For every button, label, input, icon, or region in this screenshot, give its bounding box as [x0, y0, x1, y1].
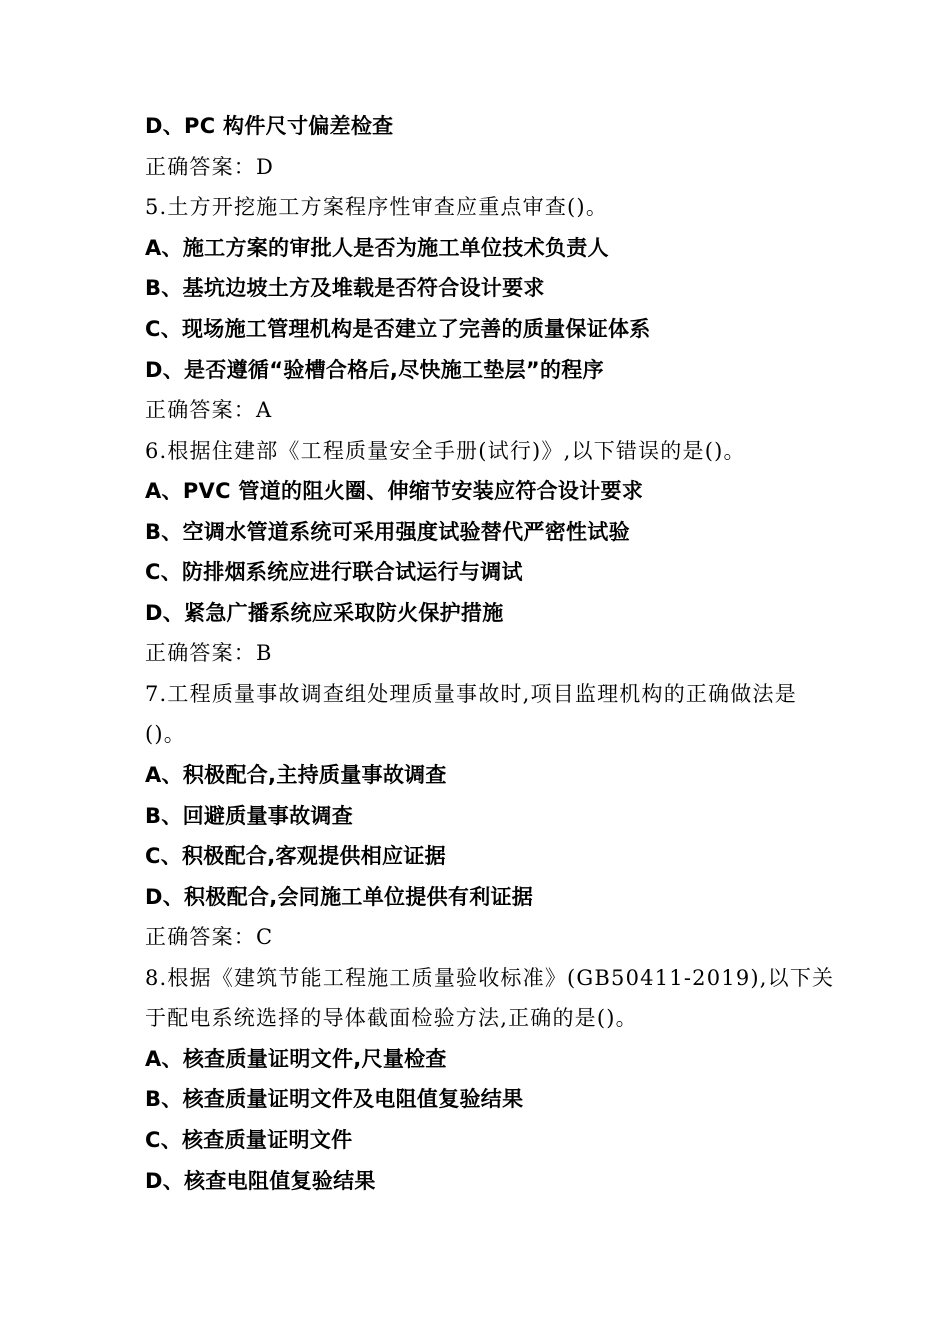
answer-line: 正确答案：B — [145, 641, 273, 665]
option-line: B、回避质量事故调查 — [145, 804, 354, 828]
option-line: A、PVC 管道的阻火圈、伸缩节安装应符合设计要求 — [145, 479, 644, 503]
option-line: A、积极配合,主持质量事故调查 — [145, 763, 447, 787]
option-line: C、积极配合,客观提供相应证据 — [145, 844, 446, 868]
question-line: 6.根据住建部《工程质量安全手册(试行)》,以下错误的是()。 — [145, 439, 746, 463]
option-line: C、防排烟系统应进行联合试运行与调试 — [145, 560, 523, 584]
answer-line: 正确答案：A — [145, 398, 273, 422]
option-line: C、核查质量证明文件 — [145, 1128, 353, 1152]
answer-line: 正确答案：D — [145, 155, 275, 179]
option-line: D、PC 构件尺寸偏差检查 — [145, 114, 394, 138]
option-line: D、紧急广播系统应采取防火保护措施 — [145, 601, 504, 625]
option-line: D、核查电阻值复验结果 — [145, 1169, 376, 1193]
option-line: D、积极配合,会同施工单位提供有利证据 — [145, 885, 534, 909]
option-line: D、是否遵循“验槽合格后,尽快施工垫层”的程序 — [145, 358, 604, 382]
option-line: A、核查质量证明文件,尺量检查 — [145, 1047, 447, 1071]
option-line: A、施工方案的审批人是否为施工单位技术负责人 — [145, 236, 609, 260]
question-line: ()。 — [145, 722, 186, 746]
option-line: B、核查质量证明文件及电阻值复验结果 — [145, 1087, 524, 1111]
option-line: B、基坑边坡土方及堆载是否符合设计要求 — [145, 276, 545, 300]
question-line: 7.工程质量事故调查组处理质量事故时,项目监理机构的正确做法是 — [145, 682, 797, 706]
option-line: C、现场施工管理机构是否建立了完善的质量保证体系 — [145, 317, 651, 341]
option-line: B、空调水管道系统可采用强度试验替代严密性试验 — [145, 520, 630, 544]
question-line: 8.根据《建筑节能工程施工质量验收标准》(GB50411-2019),以下关 — [145, 966, 835, 990]
question-line: 于配电系统选择的导体截面检验方法,正确的是()。 — [145, 1006, 638, 1030]
answer-line: 正确答案：C — [145, 925, 274, 949]
question-line: 5.土方开挖施工方案程序性审查应重点审查()。 — [145, 195, 609, 219]
